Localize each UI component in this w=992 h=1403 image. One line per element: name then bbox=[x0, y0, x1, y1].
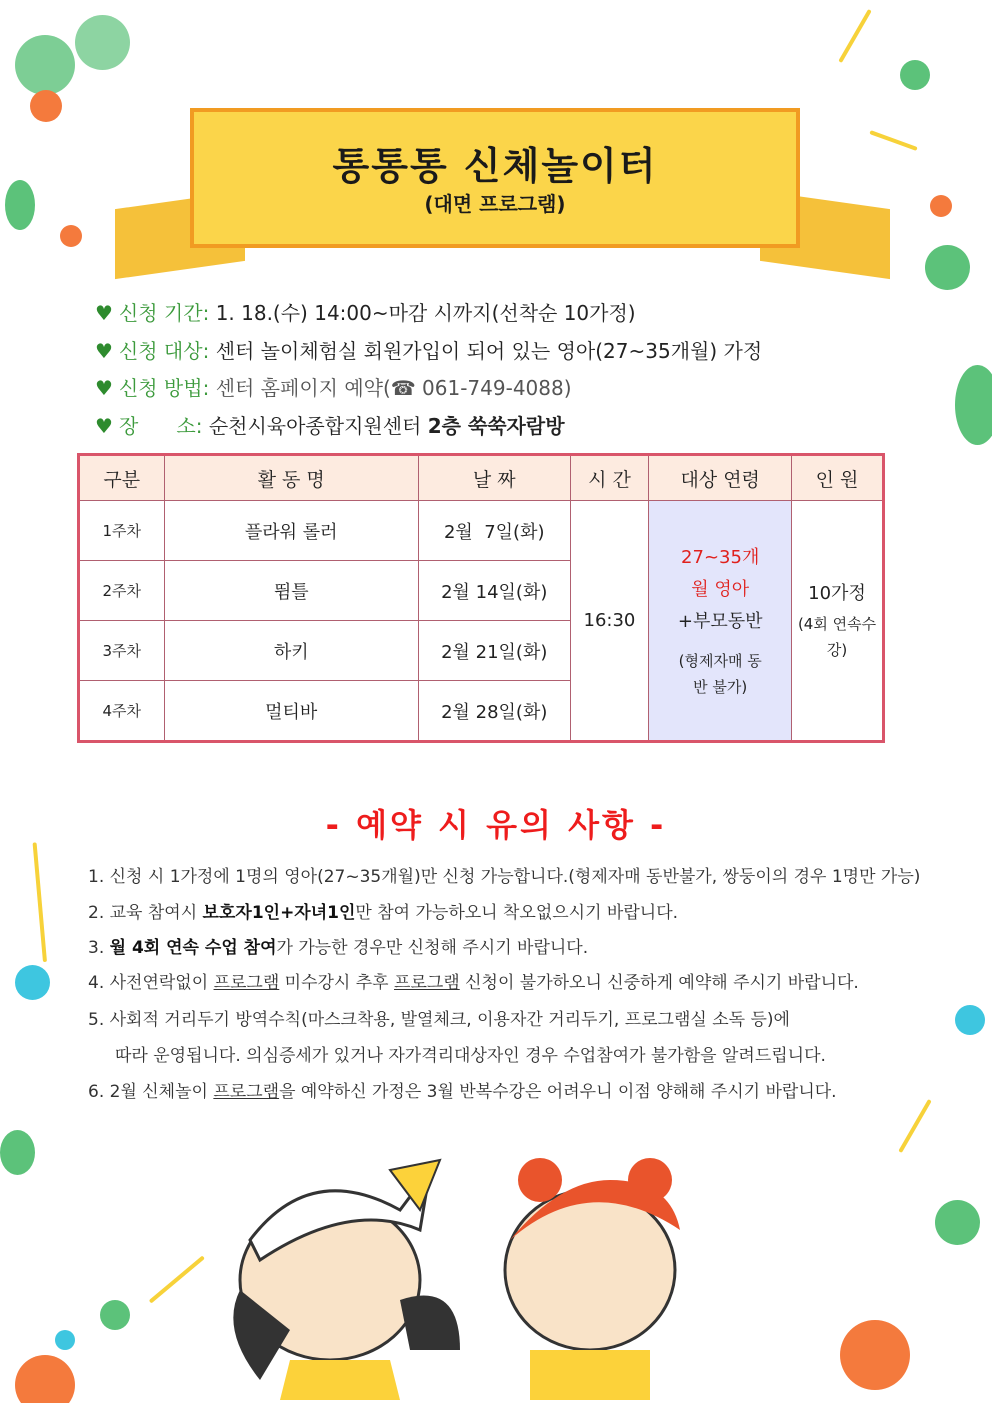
table-header-row bbox=[79, 455, 884, 501]
date-cell: 2월 14일(화) bbox=[418, 561, 570, 621]
time-cell: 16:30 bbox=[570, 501, 649, 742]
decor-dot bbox=[955, 365, 992, 445]
info-label: 신청 대상: bbox=[118, 339, 210, 363]
info-label: 신청 기간: bbox=[118, 301, 210, 325]
decor-dot bbox=[55, 1330, 75, 1350]
decor-dot bbox=[900, 60, 930, 90]
decor-dot bbox=[100, 1300, 130, 1330]
notice-text: 미수강시 추후 bbox=[279, 973, 395, 993]
notice-emphasis: 월 4회 연속 수업 참여 bbox=[109, 938, 277, 958]
decor-dot bbox=[840, 1320, 910, 1390]
notice-text: 만 참여 가능하오니 착오없으시기 바랍니다. bbox=[355, 903, 679, 923]
age-cell bbox=[649, 501, 792, 742]
activity-cell: 하키 bbox=[164, 621, 418, 681]
notice-text: 4. 사전연락없이 bbox=[88, 973, 214, 993]
decor-dot bbox=[15, 35, 75, 95]
decor-ray bbox=[869, 130, 917, 151]
activity-cell: 뜀틀 bbox=[164, 561, 418, 621]
decor-dot bbox=[60, 225, 82, 247]
activity-cell: 멀티바 bbox=[164, 681, 418, 742]
info-value-bold: 2층 쑥쑥자람방 bbox=[427, 414, 565, 438]
notice-title: - 예약 시 유의 사항 - bbox=[325, 806, 667, 844]
info-value: 센터 놀이체험실 회원가입이 되어 있는 영아(27~35개월) 가정 bbox=[215, 339, 763, 363]
table-row bbox=[79, 501, 884, 561]
week-cell: 4주차 bbox=[79, 681, 165, 742]
notice-item bbox=[88, 968, 859, 993]
info-target bbox=[95, 335, 762, 364]
column-header: 시 간 bbox=[570, 455, 649, 501]
heart-icon: ♥ bbox=[95, 414, 113, 438]
decor-dot bbox=[15, 965, 50, 1000]
schedule-table bbox=[77, 453, 885, 743]
heart-icon: ♥ bbox=[95, 339, 113, 363]
capacity-note: (4회 연속수강) bbox=[797, 614, 877, 659]
decor-dot bbox=[0, 1130, 35, 1175]
notice-text: 프로그램 bbox=[213, 1082, 280, 1102]
info-label: 신청 방법: bbox=[118, 376, 210, 400]
info-place bbox=[95, 410, 565, 439]
info-method bbox=[95, 372, 572, 401]
age-parent: +부모동반 bbox=[677, 610, 763, 632]
column-header: 인 원 bbox=[792, 455, 884, 501]
notice-text: 신청이 불가하오니 신중하게 예약해 주시기 바랍니다. bbox=[459, 973, 859, 993]
notice-item bbox=[115, 1041, 826, 1066]
decor-dot bbox=[5, 180, 35, 230]
notice-item bbox=[88, 898, 678, 923]
age-range: 27~35개월 영아 bbox=[681, 546, 760, 600]
info-value: 1. 18.(수) 14:00~마감 시까지(선착순 10가정) bbox=[215, 301, 636, 325]
decor-dot bbox=[75, 15, 130, 70]
info-label: 장 소: bbox=[118, 414, 203, 438]
capacity-value: 10가정 bbox=[808, 582, 866, 604]
decor-dot bbox=[925, 245, 970, 290]
heart-icon: ♥ bbox=[95, 301, 113, 325]
decor-ray bbox=[33, 842, 47, 962]
decor-dot bbox=[935, 1200, 980, 1245]
column-header: 구분 bbox=[79, 455, 165, 501]
mascot-characters-illustration bbox=[230, 1150, 750, 1400]
page-title: 통통통 신체놀이터 bbox=[332, 144, 658, 188]
notice-item bbox=[88, 862, 920, 887]
notice-text: 1. 신청 시 1가정에 1명의 영아(27~35개월)만 신청 가능합니다.(형제자매 동반불가, 쌍둥이의 경우 1명만 가능) bbox=[88, 867, 921, 887]
info-value: 순천시육아종합지원센터 bbox=[208, 414, 422, 438]
decor-dot bbox=[15, 1355, 75, 1403]
capacity-cell bbox=[792, 501, 884, 742]
notice-text: 2. 교육 참여시 bbox=[88, 903, 203, 923]
notice-text: 프로그램 bbox=[213, 973, 280, 993]
info-period bbox=[95, 297, 636, 326]
notice-text: 프로그램 bbox=[394, 973, 460, 993]
age-note: (형제자매 동반 불가) bbox=[678, 651, 762, 696]
notice-item bbox=[88, 1005, 790, 1030]
decor-ray bbox=[838, 9, 871, 63]
week-cell: 2주차 bbox=[79, 561, 165, 621]
date-cell: 2월 7일(화) bbox=[418, 501, 570, 561]
notice-text: 을 예약하신 가정은 3월 반복수강은 어려우니 이점 양해해 주시기 바랍니다. bbox=[279, 1082, 837, 1102]
decor-dot bbox=[30, 90, 62, 122]
week-cell: 3주차 bbox=[79, 621, 165, 681]
info-value: 센터 홈페이지 예약(☎ 061-749-4088) bbox=[215, 376, 572, 400]
page-subtitle: (대면 프로그램) bbox=[424, 192, 566, 216]
notice-text: 3. bbox=[88, 938, 110, 958]
decor-dot bbox=[955, 1005, 985, 1035]
date-cell: 2월 28일(화) bbox=[418, 681, 570, 742]
date-cell: 2월 21일(화) bbox=[418, 621, 570, 681]
notice-item bbox=[88, 1077, 837, 1102]
activity-cell: 플라워 롤러 bbox=[164, 501, 418, 561]
column-header: 활 동 명 bbox=[164, 455, 418, 501]
decor-ray bbox=[898, 1099, 931, 1153]
column-header: 대상 연령 bbox=[649, 455, 792, 501]
heart-icon: ♥ bbox=[95, 376, 113, 400]
notice-text: 6. 2월 신체놀이 bbox=[88, 1082, 214, 1102]
notice-item bbox=[88, 933, 588, 958]
notice-text: 가 가능한 경우만 신청해 주시기 바랍니다. bbox=[276, 938, 589, 958]
notice-text: 5. 사회적 거리두기 방역수칙(마스크착용, 발열체크, 이용자간 거리두기, 프로그램실 소독 등)에 bbox=[88, 1010, 790, 1030]
week-cell: 1주차 bbox=[79, 501, 165, 561]
column-header: 날 짜 bbox=[418, 455, 570, 501]
decor-dot bbox=[930, 195, 952, 217]
notice-text: 따라 운영됩니다. 의심증세가 있거나 자가격리대상자인 경우 수업참여가 불가함을 알려드립니다. bbox=[115, 1046, 826, 1066]
notice-emphasis: 보호자1인+자녀1인 bbox=[202, 903, 356, 923]
decor-ray bbox=[149, 1255, 205, 1303]
